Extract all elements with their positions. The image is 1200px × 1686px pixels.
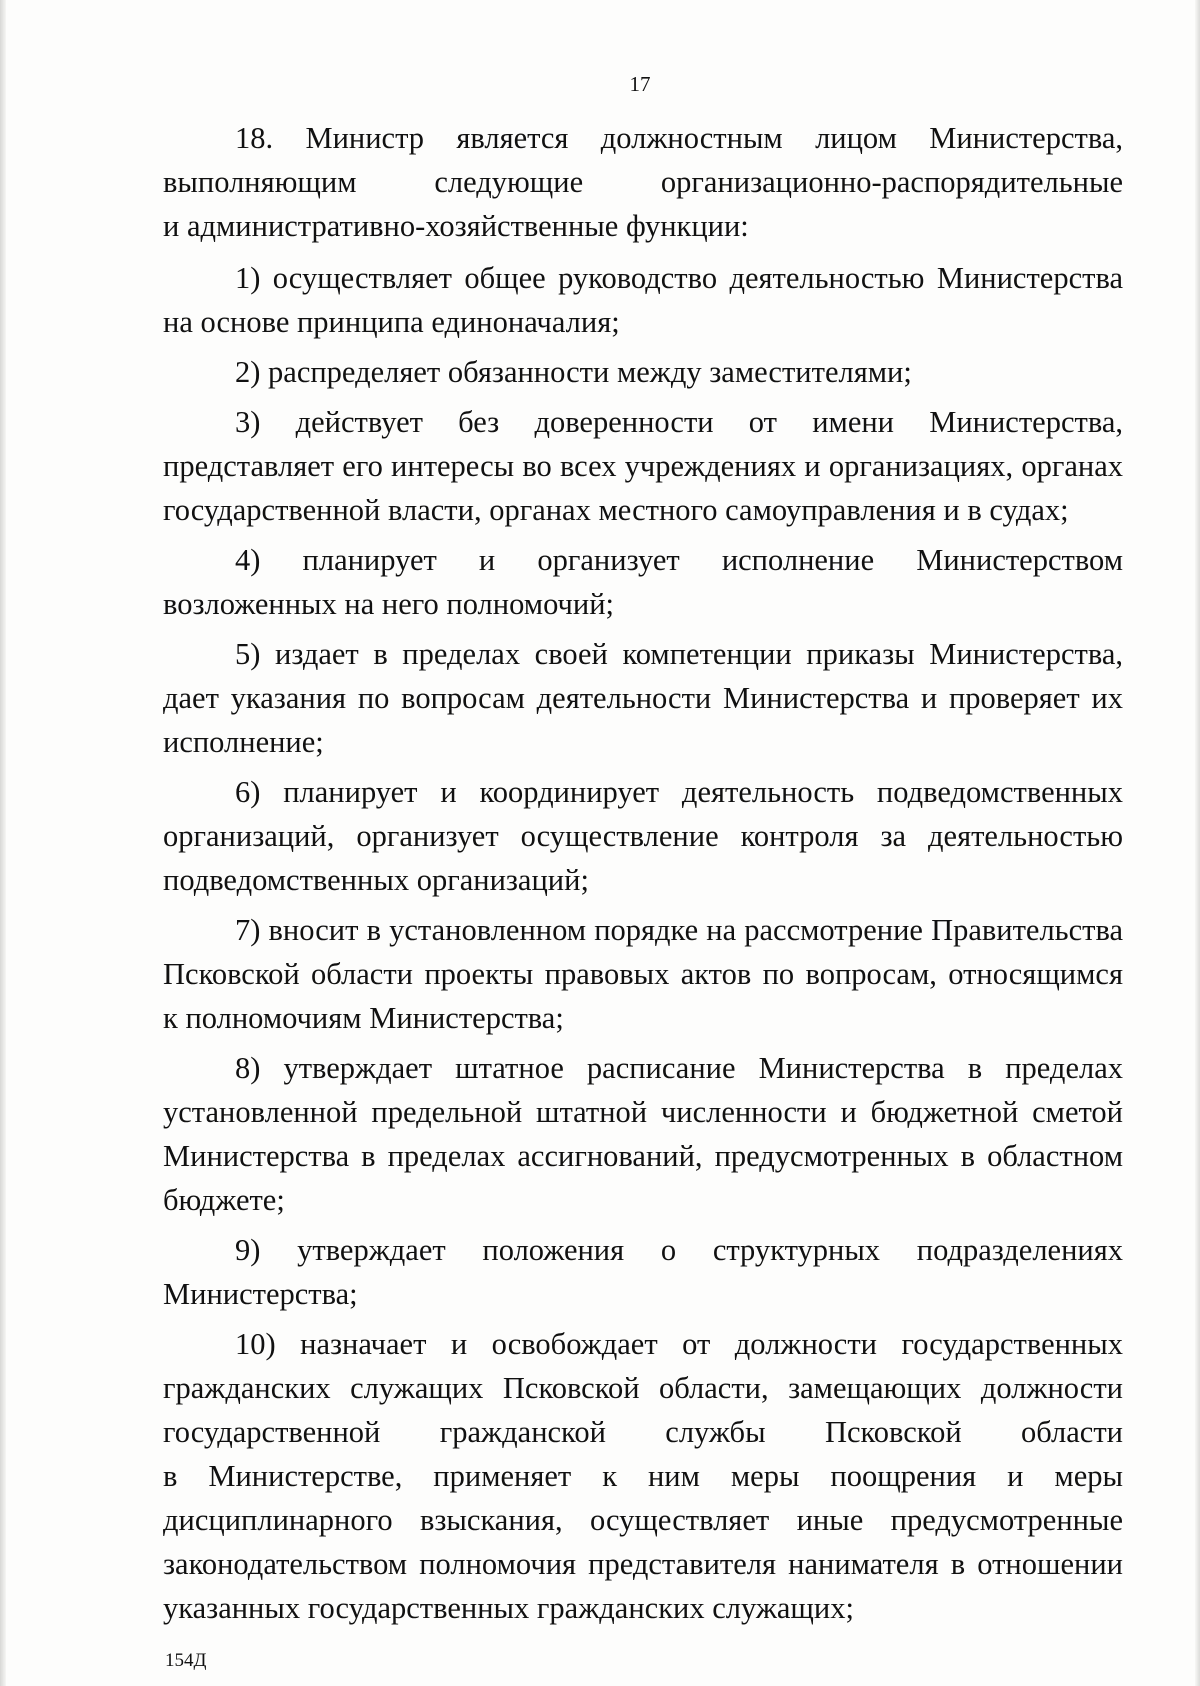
paragraph-line: организаций, организует осуществление контроля за деятельностью	[163, 819, 1123, 853]
paragraph-line: 1) осуществляет общее руководство деятельностью Министерства	[235, 261, 1123, 295]
paragraph	[163, 350, 1123, 394]
paragraph	[163, 1322, 1123, 1630]
paragraph-line: 4) планирует и организует исполнение Министерством	[235, 543, 1123, 577]
paragraph-line: Псковской области проекты правовых актов по вопросам, относящимся	[163, 957, 1123, 991]
paragraph-line: 5) издает в пределах своей компетенции приказы Министерства,	[235, 637, 1123, 671]
paragraph-line: дисциплинарного взыскания, осуществляет иные предусмотренные	[163, 1503, 1123, 1537]
paragraph-line: 18. Министр является должностным лицом Министерства,	[235, 121, 1123, 155]
paragraph-line: на основе принципа единоначалия;	[163, 305, 620, 339]
paragraph-line: дает указания по вопросам деятельности Министерства и проверяет их	[163, 681, 1123, 715]
paragraph	[163, 1228, 1123, 1316]
paragraph	[163, 256, 1123, 344]
paragraph-line: государственной гражданской службы Псковской области	[163, 1415, 1123, 1449]
paragraph-line: и административно-хозяйственные функции:	[163, 209, 749, 243]
paragraph-line: 3) действует без доверенности от имени Министерства,	[235, 405, 1123, 439]
paragraph-line: указанных государственных гражданских служащих;	[163, 1591, 854, 1625]
document-body	[163, 116, 1123, 1630]
paragraph-line: бюджете;	[163, 1183, 285, 1217]
paragraph-line: 10) назначает и освобождает от должности государственных	[235, 1327, 1123, 1361]
footer-document-code: 154Д	[165, 1650, 207, 1671]
paragraph-line: 9) утверждает положения о структурных подразделениях	[235, 1233, 1123, 1267]
paragraph-line: установленной предельной штатной численности и бюджетной сметой	[163, 1095, 1123, 1129]
paragraph-line: подведомственных организаций;	[163, 863, 589, 897]
paragraph	[163, 116, 1123, 248]
paragraph-line: Министерства;	[163, 1277, 358, 1311]
paragraph-line: гражданских служащих Псковской области, замещающих должности	[163, 1371, 1123, 1405]
scan-edge-left	[0, 0, 6, 1686]
paragraph-line: исполнение;	[163, 725, 324, 759]
paragraph-line: 8) утверждает штатное расписание Министерства в пределах	[235, 1051, 1123, 1085]
paragraph-line: представляет его интересы во всех учреждениях и организациях, органах	[163, 449, 1123, 483]
paragraph	[163, 632, 1123, 764]
paragraph-line: законодательством полномочия представителя нанимателя в отношении	[163, 1547, 1123, 1581]
paragraph-line: Министерства в пределах ассигнований, предусмотренных в областном	[163, 1139, 1123, 1173]
paragraph	[163, 400, 1123, 532]
paragraph-line: государственной власти, органах местного самоуправления и в судах;	[163, 493, 1069, 527]
paragraph-line: выполняющим следующие организационно-распорядительные	[163, 165, 1123, 199]
paragraph	[163, 538, 1123, 626]
paragraph-line: в Министерстве, применяет к ним меры поощрения и меры	[163, 1459, 1123, 1493]
scan-edge-right	[1195, 0, 1200, 1686]
paragraph-line: 2) распределяет обязанности между заместителями;	[235, 355, 912, 389]
paragraph	[163, 1046, 1123, 1222]
paragraph-line: 6) планирует и координирует деятельность подведомственных	[235, 775, 1123, 809]
paragraph	[163, 770, 1123, 902]
paragraph-line: возложенных на него полномочий;	[163, 587, 614, 621]
paragraph	[163, 908, 1123, 1040]
page-number: 17	[629, 72, 651, 96]
paragraph-line: 7) вносит в установленном порядке на рассмотрение Правительства	[235, 913, 1123, 947]
paragraph-line: к полномочиям Министерства;	[163, 1001, 564, 1035]
